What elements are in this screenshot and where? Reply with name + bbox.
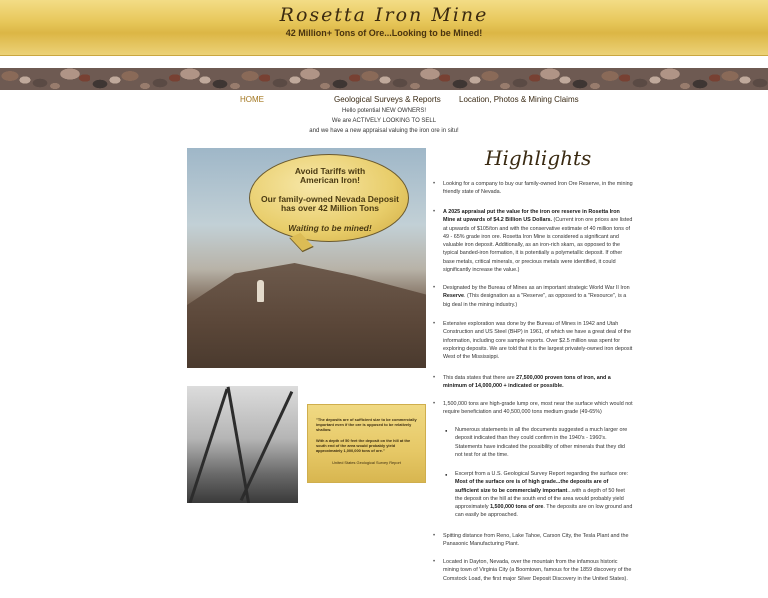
- quote-source: United States Geological Survey Report: [332, 460, 401, 465]
- highlights-heading: Highlights: [485, 146, 592, 170]
- site-header: [0, 0, 768, 56]
- bubble-line-2a: Our family-owned Nevada Deposit: [261, 194, 399, 204]
- person-figure: [257, 280, 264, 302]
- derrick-beam: [240, 391, 293, 501]
- ore-banner-image: [0, 68, 768, 90]
- quote-text-2: With a depth of 50 feet the deposit on the hill at the south end of the area would probably yield approximately 1,000,000 tons of ore.": [316, 438, 411, 453]
- list-item: • Located in Dayton, Nevada, over the mountain from the infamous historic mining town of Virginia City (a Boomtown, famous for the 1859 discovery of the Comstock Load, the first major Silver Deposit Discovery in the United States).: [433, 558, 633, 583]
- site-tagline: 42 Million+ Tons of Ore...Looking to be Mined!: [285, 28, 483, 38]
- list-item: • Looking for a company to buy our family-owned Iron Ore Reserve, in the mining friendly state of Nevada.: [433, 180, 633, 197]
- list-item: • Designated by the Bureau of Mines as an important strategic World War II Iron Reserve. (This designation as a "Reserve", as opposed to a "Resource", is a big deal in the mining industry.): [433, 284, 633, 309]
- list-item: • 1,500,000 tons are high-grade lump ore, most near the surface which would not require beneficiation and 40,500,000 tons medium grade (49-65%): [433, 400, 633, 417]
- derrick-beam: [189, 388, 229, 503]
- list-item: • This data states that there are 27,500,000 proven tons of iron, and a minimum of 14,000,000 + indicated or possible.: [433, 374, 633, 391]
- bubble-line-1b: American Iron!: [300, 175, 360, 185]
- mountain-shape: [187, 263, 426, 368]
- bubble-line-2b: has over 42 Million Tons: [280, 203, 380, 213]
- quote-text-1: "The deposits are of sufficient size to be commercially important even if the ore is opposed to be relatively shallow.: [316, 417, 417, 432]
- list-item: • Extensive exploration was done by the Bureau of Mines in 1942 and Utah Construction and US Steel (BHP) in 1961, of which we have a great deal of the information, including core sample reports. Over $2.5 million was spent for exploring deposits. We are told that it is the largest privately-owned iron deposit West of the Mississippi.: [433, 320, 633, 361]
- speech-bubble: [249, 154, 409, 242]
- nav-location-photos[interactable]: Location, Photos & Mining Claims: [459, 95, 579, 104]
- hero-mine-photo: [187, 148, 426, 368]
- list-item: • Spitting distance from Reno, Lake Tahoe, Carson City, the Tesla Plant and the Panasonic Manufacturing Plant.: [433, 532, 633, 549]
- notice-line-3: and we have a new appraisal valuing the iron ore in situ!: [309, 128, 459, 134]
- notice-line-2: We are ACTIVELY LOOKING TO SELL: [331, 118, 437, 124]
- list-item: ● Numerous statements in all the documents suggested a much larger ore deposit indicated than they could confirm in the 1940's - 1960's. Statements have indicated the possibility of other minerals that they did not test for at the time.: [445, 426, 633, 459]
- historic-mining-photo: [187, 386, 298, 503]
- list-item: ● Excerpt from a U.S. Geological Survey Report regarding the surface ore: Most of the surface ore is of high grade...the deposits are of sufficient size to be commercially important...with a depth of 50 feet the deposit on the hill at the south end of the area would probably yield approximately 1,500,000 tons of ore. The deposits are on low ground and can easily be approached.: [445, 470, 633, 520]
- nav-home[interactable]: HOME: [240, 95, 264, 104]
- site-title[interactable]: Rosetta Iron Mine: [279, 4, 489, 26]
- main-nav: [0, 95, 768, 107]
- bubble-line-3: Waiting to be mined!: [288, 223, 372, 233]
- list-item: • A 2025 appraisal put the value for the iron ore reserve in Rosetta Iron Mine at upwards of $4.2 Billion US Dollars. (Current iron ore prices are listed at upwards of $105/ton and with the conservative estimate of 40 million tons of 49 - 65% grade iron ore. Rosetta Iron Mine is considered a significant and valuable iron deposit. Additionally, as an iron-rich skarn, as opposed to the typical banded-iron formation, it is potentially a polymetallic deposit. If other base metals, critical minerals, or precious metals were identified, it could significantly increase the value.): [433, 208, 633, 274]
- usgs-quote-card: [307, 404, 426, 483]
- nav-geological-surveys[interactable]: Geological Surveys & Reports: [334, 95, 441, 104]
- bubble-line-1a: Avoid Tariffs with: [294, 166, 366, 176]
- notice-line-1: Hello potential NEW OWNERS!: [341, 108, 427, 114]
